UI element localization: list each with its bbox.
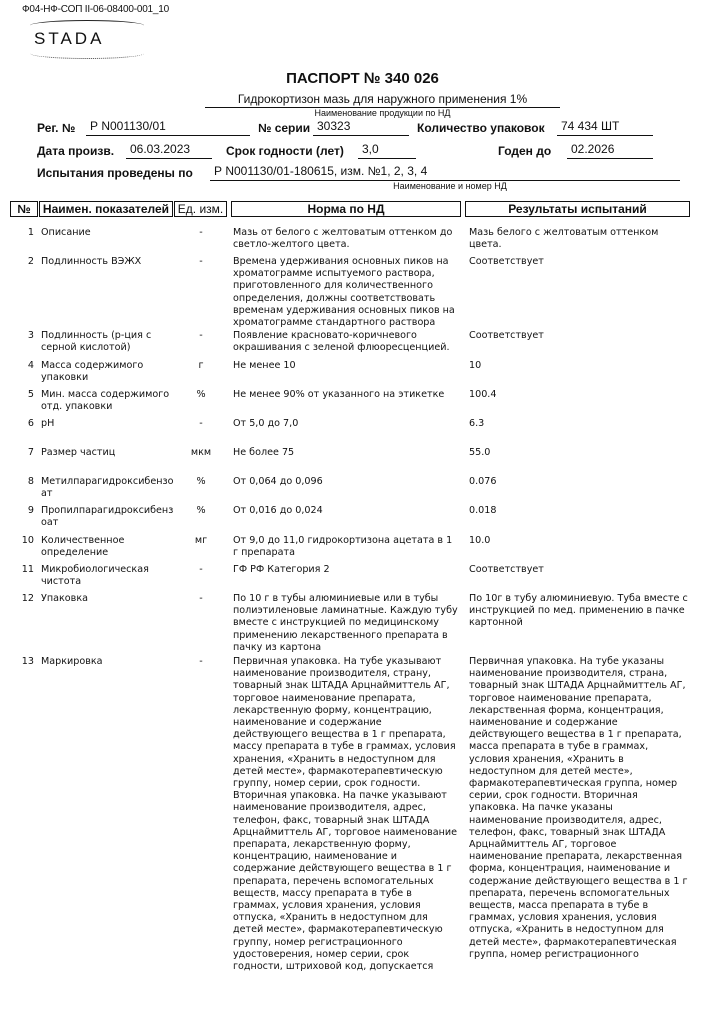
row-unit: - xyxy=(199,418,203,429)
expiry-label: Годен до xyxy=(498,144,552,158)
row-norm: От 0,016 до 0,024 xyxy=(233,505,323,516)
row-name: Подлинность (р-ция с серной кислотой) xyxy=(41,330,152,354)
row-norm: От 0,064 до 0,096 xyxy=(233,476,323,487)
row-no: 5 xyxy=(27,389,34,400)
row-name: Описание xyxy=(41,227,91,238)
header-result: Результаты испытаний xyxy=(465,201,690,217)
tests-caption: Наименование и номер НД xyxy=(393,181,507,191)
header-no: № xyxy=(10,201,38,217)
header-name: Наимен. показателей xyxy=(39,201,173,217)
row-norm: Не менее 10 xyxy=(233,360,296,371)
reg-label: Рег. № xyxy=(37,121,76,135)
row-result: 55.0 xyxy=(469,447,491,458)
product-caption: Наименование продукции по НД xyxy=(314,108,451,118)
row-name: Количественное определение xyxy=(41,535,125,559)
row-unit: % xyxy=(196,476,206,487)
row-norm: Времена удерживания основных пиков на хроматограмме испытуемого раствора, приготовленного для количественного определения, должны соответствовать временам удерживания основных пиков на хроматограмме стандартного раствора xyxy=(233,256,455,329)
row-norm: От 9,0 до 11,0 гидрокортизона ацетата в 1 г препарата xyxy=(233,535,453,559)
row-norm: Появление красновато-коричневого окрашивания с зеленой флюоресценцией. xyxy=(233,330,450,354)
row-unit: мг xyxy=(194,535,208,546)
row-unit: - xyxy=(199,656,203,667)
row-norm: От 5,0 до 7,0 xyxy=(233,418,299,429)
row-no: 3 xyxy=(27,330,34,341)
row-result: Мазь белого с желтоватым оттенком цвета. xyxy=(469,227,659,251)
row-result: 100.4 xyxy=(469,389,497,400)
logo-arc-bottom xyxy=(30,48,144,59)
expiry-value: 02.2026 xyxy=(567,142,653,159)
row-unit: - xyxy=(199,227,203,238)
row-result: 10 xyxy=(469,360,482,371)
tests-value: Р N001130/01-180615, изм. №1, 2, 3, 4 xyxy=(210,164,680,181)
shelf-life-value: 3,0 xyxy=(358,142,416,159)
row-unit: - xyxy=(199,593,203,604)
series-label: № серии xyxy=(258,121,311,135)
row-norm: Не более 75 xyxy=(233,447,295,458)
row-result: Первичная упаковка. На тубе указаны наименование производителя, страна, товарный знак ШТАДА Арцнаймиттель АГ, торговое наименование препарата, лекарственная форма, концентрация, наименование и содержание действующего вещества в 1 г препарата, масса препарата в тубе в граммах, условия хранения, «Хранить в недоступном для детей месте», фармакотерапевтическая группа, номер серии, срок годности. Вторичная упаковка. На пачке указаны наименование производителя, адрес, телефон, факс, товарный знак ШТАДА Арцнаймиттель АГ, торговое наименование препарата, лекарственная форма, концентрация, наименование и содержание действующего вещества в 1 г препарата, перечень вспомогательных веществ, масса препарата в тубе в граммах, условия хранения, условия отпуска, «Хранить в недоступном для детей месте», фармакотерапевтическая группа, номер регистрационного xyxy=(469,656,688,960)
row-result: Соответствует xyxy=(469,256,544,267)
row-result: Соответствует xyxy=(469,564,544,575)
row-norm: По 10 г в тубы алюминиевые или в тубы полиэтиленовые ламинатные. Каждую тубу вместе с инструкцией по медицинскому применению лекарственного препарата в пачку из картона xyxy=(233,593,458,653)
row-no: 11 xyxy=(21,564,34,575)
row-unit: % xyxy=(196,389,206,400)
row-no: 8 xyxy=(27,476,34,487)
row-name: Метилпарагидроксибензо ат xyxy=(41,476,174,500)
header-norm: Норма по НД xyxy=(231,201,461,217)
row-name: Упаковка xyxy=(41,593,88,604)
row-name: Масса содержимого упаковки xyxy=(41,360,144,384)
row-result: 6.3 xyxy=(469,418,485,429)
row-name: pH xyxy=(41,418,55,429)
row-name: Подлинность ВЭЖХ xyxy=(41,256,142,267)
logo-text: STADA xyxy=(34,29,105,48)
passport-title: ПАСПОРТ № 340 026 xyxy=(286,70,439,87)
form-code: Ф04-НФ-СОП II-06-08400-001_10 xyxy=(22,4,170,15)
stada-logo xyxy=(28,20,146,60)
row-result: 0.018 xyxy=(469,505,497,516)
row-name: Маркировка xyxy=(41,656,103,667)
row-no: 9 xyxy=(27,505,34,516)
row-no: 7 xyxy=(27,447,34,458)
row-result: Соответствует xyxy=(469,330,544,341)
row-result: 10.0 xyxy=(469,535,491,546)
prod-date-label: Дата произв. xyxy=(37,144,115,158)
row-norm: Первичная упаковка. На тубе указывают наименование производителя, страну, товарный знак ШТАДА Арцнаймиттель АГ, торговое наименование препарата, лекарственную форму, концентрацию, наименование и содержание действующего вещества в 1 г препарата, массу препарата в тубе в граммах, условия хранения, «Хранить в недоступном для детей месте», фармакотерапевтическую группу, номер серии, срок годности. Вторичная упаковка. На пачке указывают наименование производителя, адрес, телефон, факс, товарный знак ШТАДА Арцнаймиттель АГ, торговое наименование препарата, лекарственную форму, концентрацию, наименование и содержание действующего вещества в 1 г препарата, перечень вспомогательных веществ, массу препарата в тубе в граммах, условия хранения, условия отпуска, «Хранить в недоступном для детей месте», фармакотерапевтическую группу, номер регистрационного удостоверения, номер серии, срок годности, штриховой код, допускается xyxy=(233,656,458,973)
row-norm: Мазь от белого с желтоватым оттенком до светло-желтого цвета. xyxy=(233,227,453,251)
row-unit: - xyxy=(199,564,203,575)
row-no: 13 xyxy=(21,656,34,667)
row-unit: - xyxy=(199,330,203,341)
tests-label: Испытания проведены по xyxy=(37,166,193,180)
row-name: Размер частиц xyxy=(41,447,116,458)
shelf-life-label: Срок годности (лет) xyxy=(226,144,344,158)
row-no: 2 xyxy=(27,256,34,267)
row-result: По 10г в тубу алюминиевую. Туба вместе с инструкцией по мед. применению в пачке картонной xyxy=(469,593,688,629)
row-norm: Не менее 90% от указанного на этикетке xyxy=(233,389,445,400)
header-unit: Ед. изм. xyxy=(174,201,227,217)
row-unit: мкм xyxy=(190,447,212,458)
row-no: 10 xyxy=(21,535,34,546)
row-norm: ГФ РФ Категория 2 xyxy=(233,564,330,575)
row-no: 12 xyxy=(21,593,34,604)
row-result: 0.076 xyxy=(469,476,497,487)
row-no: 1 xyxy=(27,227,34,238)
product-name: Гидрокортизон мазь для наружного применения 1% xyxy=(205,92,560,108)
qty-value: 74 434 ШТ xyxy=(557,119,653,136)
row-name: Пропилпарагидроксибенз оат xyxy=(41,505,174,529)
row-no: 6 xyxy=(27,418,34,429)
qty-label: Количество упаковок xyxy=(417,121,545,135)
row-unit: - xyxy=(199,256,203,267)
row-no: 4 xyxy=(27,360,34,371)
series-value: 30323 xyxy=(313,119,409,136)
row-unit: % xyxy=(196,505,206,516)
row-name: Мин. масса содержимого отд. упаковки xyxy=(41,389,170,413)
row-unit: г xyxy=(198,360,204,371)
prod-date-value: 06.03.2023 xyxy=(126,142,212,159)
row-name: Микробиологическая чистота xyxy=(41,564,149,588)
reg-value: Р N001130/01 xyxy=(86,119,250,136)
